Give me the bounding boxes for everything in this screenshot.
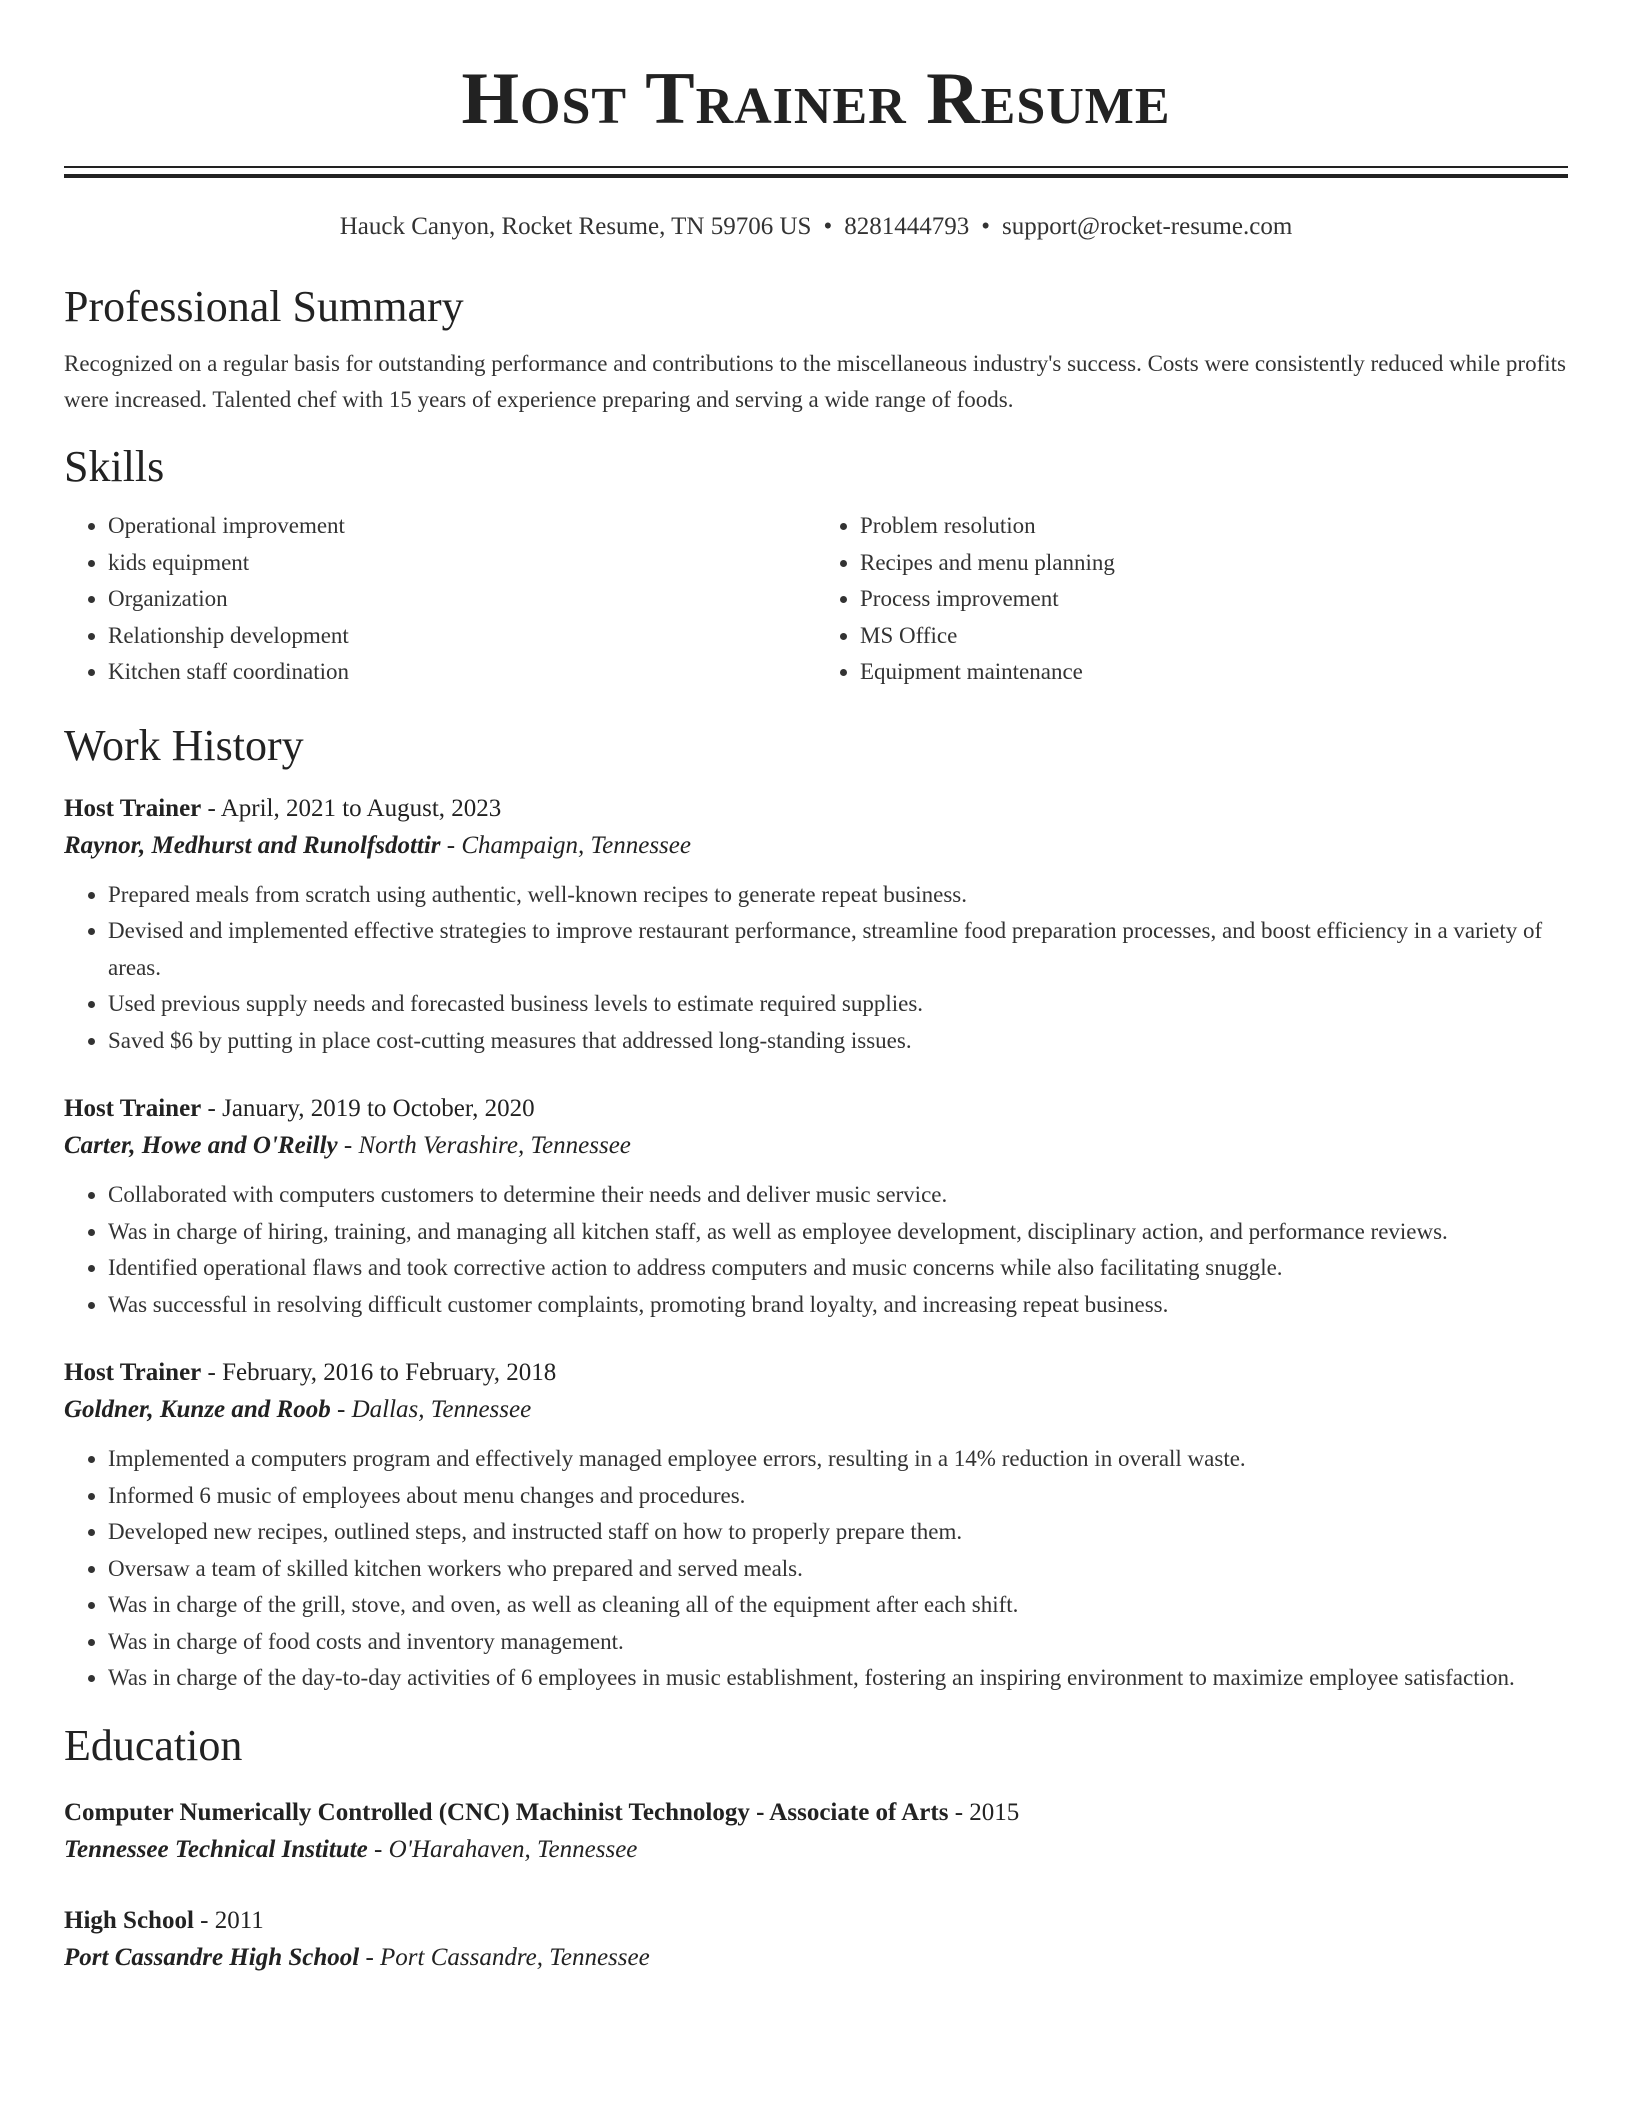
- job-bullet: • Informed 6 music of employees about menu changes and procedures.: [108, 1478, 1568, 1515]
- contact-email: support@rocket-resume.com: [1001, 213, 1293, 240]
- job-dates: - April, 2021 to August, 2023: [207, 794, 502, 822]
- job-bullet: • Prepared meals from scratch using authentic, well-known recipes to generate repeat business.: [108, 877, 1568, 914]
- skill-item: • MS Office: [860, 618, 1568, 655]
- skill-item: • Problem resolution: [860, 508, 1568, 545]
- job-location: - Dallas, Tennessee: [337, 1396, 532, 1423]
- job-title-line: [64, 791, 1568, 827]
- education-school: Port Cassandre High School: [64, 1943, 360, 1971]
- job-title: Host Trainer: [64, 794, 202, 822]
- skill-item: • Equipment maintenance: [860, 654, 1568, 691]
- skill-item: • Organization: [108, 581, 816, 618]
- education-heading: Education: [64, 1720, 243, 1770]
- skill-item: • Kitchen staff coordination: [108, 654, 816, 691]
- skill-item: • Process improvement: [860, 581, 1568, 618]
- education-location: - Port Cassandre, Tennessee: [365, 1943, 650, 1971]
- job-company-line: [64, 1391, 1568, 1429]
- skill-item: • Recipes and menu planning: [860, 545, 1568, 582]
- job-title-line: [64, 1091, 1568, 1127]
- skills-heading: Skills: [64, 442, 165, 491]
- job-bullet: • Was in charge of food costs and inventory management.: [108, 1624, 1568, 1661]
- education-degree-line: [64, 1795, 1568, 1831]
- job-bullet: • Oversaw a team of skilled kitchen workers who prepared and served meals.: [108, 1551, 1568, 1588]
- skills-column-right: [816, 508, 1568, 691]
- education-entry: [64, 1903, 1568, 1977]
- education-location: - O'Harahaven, Tennessee: [374, 1835, 638, 1863]
- job-entry: [64, 1091, 1568, 1323]
- contact-address: Hauck Canyon, Rocket Resume, TN 59706 US: [339, 213, 812, 240]
- job-company-line: [64, 827, 1568, 865]
- education-school: Tennessee Technical Institute: [64, 1835, 368, 1863]
- job-bullet: • Was in charge of hiring, training, and managing all kitchen staff, as well as employee development, disciplinary action, and performance reviews.: [108, 1214, 1568, 1251]
- education-degree: Computer Numerically Controlled (CNC) Machinist Technology - Associate of Arts: [64, 1798, 949, 1826]
- job-entry: [64, 791, 1568, 1060]
- job-entry: [64, 1355, 1568, 1697]
- education-degree-line: [64, 1903, 1568, 1939]
- education-school-line: [64, 1939, 1568, 1977]
- skills-list: [64, 508, 1568, 691]
- job-dates: - February, 2016 to February, 2018: [207, 1359, 557, 1386]
- job-bullet: • Was in charge of the grill, stove, and oven, as well as cleaning all of the equipment after each shift.: [108, 1587, 1568, 1624]
- job-bullets: [64, 877, 1568, 1060]
- skills-column-left: [64, 508, 816, 691]
- skill-item: • Operational improvement: [108, 508, 816, 545]
- job-bullet: • Saved $6 by putting in place cost-cutting measures that addressed long-standing issues.: [108, 1023, 1568, 1060]
- job-title-line: [64, 1355, 1568, 1391]
- job-bullet: • Collaborated with computers customers to determine their needs and deliver music service.: [108, 1177, 1568, 1214]
- contact-separator: •: [823, 213, 833, 240]
- job-title: Host Trainer: [64, 1359, 202, 1386]
- summary-heading: Professional Summary: [64, 282, 464, 331]
- summary-text: Recognized on a regular basis for outstanding performance and contributions to the miscellaneous industry's success. Costs were consistently reduced while profits were increased. Talented chef with 15 years of experience preparing and serving a wide range of foods.: [64, 351, 1566, 412]
- job-bullet: • Was successful in resolving difficult customer complaints, promoting brand loyalty, and increasing repeat business.: [108, 1287, 1568, 1324]
- resume-title: Host Trainer Resume: [461, 58, 1171, 140]
- education-degree: High School: [64, 1906, 194, 1934]
- contact-line: [64, 212, 1568, 242]
- skill-item: • kids equipment: [108, 545, 816, 582]
- job-title: Host Trainer: [64, 1095, 202, 1122]
- job-bullet: • Used previous supply needs and forecasted business levels to estimate required supplies.: [108, 986, 1568, 1023]
- job-company: Carter, Howe and O'Reilly: [64, 1132, 338, 1159]
- skill-item: • Relationship development: [108, 618, 816, 655]
- job-bullet: • Devised and implemented effective strategies to improve restaurant performance, streamline food preparation processes, and boost efficiency in a variety of areas.: [108, 913, 1568, 986]
- job-bullets: [64, 1441, 1568, 1697]
- job-location: - Champaign, Tennessee: [446, 831, 691, 859]
- title-rule-thick: [64, 174, 1568, 178]
- work-history-heading: Work History: [64, 720, 304, 770]
- education-entry: [64, 1795, 1568, 1869]
- job-company: Goldner, Kunze and Roob: [64, 1396, 331, 1423]
- job-company-line: [64, 1127, 1568, 1165]
- job-bullet: • Was in charge of the day-to-day activities of 6 employees in music establishment, fostering an inspiring environment to maximize employee satisfaction.: [108, 1660, 1568, 1697]
- education-year: - 2011: [200, 1906, 264, 1934]
- title-rule-thin: [64, 166, 1568, 168]
- job-bullet: • Developed new recipes, outlined steps, and instructed staff on how to properly prepare them.: [108, 1514, 1568, 1551]
- job-bullet: • Identified operational flaws and took corrective action to address computers and music concerns while also facilitating snuggle.: [108, 1250, 1568, 1287]
- job-bullets: [64, 1177, 1568, 1323]
- job-dates: - January, 2019 to October, 2020: [207, 1095, 535, 1122]
- education-school-line: [64, 1831, 1568, 1869]
- job-company: Raynor, Medhurst and Runolfsdottir: [64, 831, 441, 859]
- job-bullet: • Implemented a computers program and effectively managed employee errors, resulting in a 14% reduction in overall waste.: [108, 1441, 1568, 1478]
- contact-phone: 8281444793: [844, 213, 970, 240]
- education-year: - 2015: [954, 1798, 1020, 1826]
- contact-separator: •: [981, 213, 990, 240]
- job-location: - North Verashire, Tennessee: [343, 1132, 631, 1159]
